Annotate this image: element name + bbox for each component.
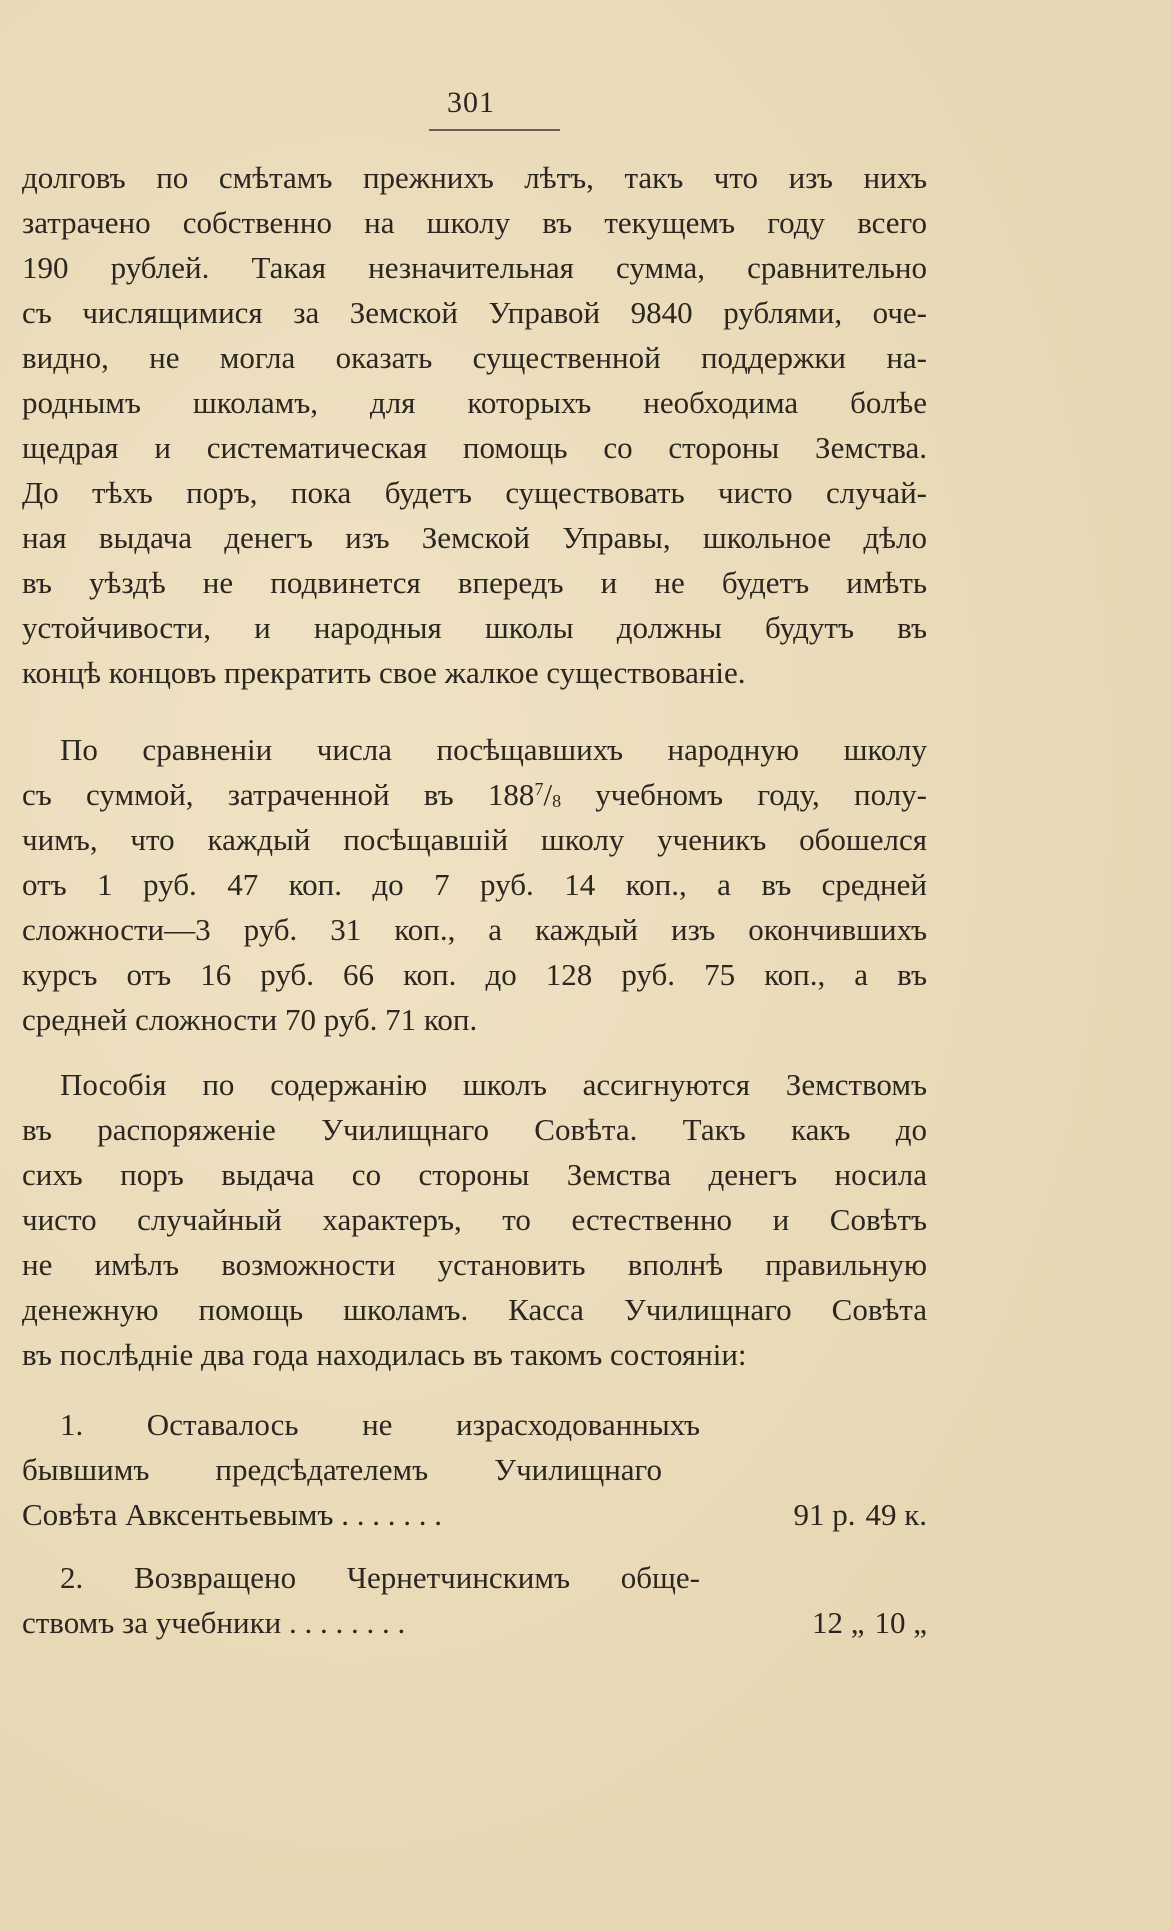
- ledger-amount: [662, 1492, 927, 1537]
- cash-ledger-list: [22, 1402, 927, 1645]
- text-line: сихъ поръ выдача со стороны Земства денегъ носила: [22, 1157, 927, 1192]
- text-line: До тѣхъ поръ, пока будетъ существовать чисто случай-: [22, 475, 927, 510]
- ledger-item: [22, 1555, 927, 1645]
- text-line: 190 рублей. Такая незначительная сумма, сравнительно: [22, 250, 927, 285]
- paragraph-1: [22, 155, 927, 695]
- ledger-item-text: бывшимъ предсѣдателемъ Училищнаго: [22, 1452, 662, 1487]
- text-line: въ уѣздѣ не подвинется впередъ и не будетъ имѣть: [22, 565, 927, 600]
- text-line: устойчивости, и народныя школы должны будутъ въ: [22, 610, 927, 645]
- amount-rubles: 12 „: [811, 1605, 865, 1640]
- page-number: 301: [447, 86, 495, 119]
- text-line: Пособія по содержанію школъ ассигнуются Земствомъ: [60, 1067, 927, 1102]
- text-line: сложности—3 руб. 31 коп., а каждый изъ окончившихъ: [22, 912, 927, 947]
- text-line: въ послѣдніе два года находилась въ такомъ состояніи:: [22, 1337, 747, 1372]
- book-page: [22, 0, 927, 1931]
- text-line: долговъ по смѣтамъ прежнихъ лѣтъ, такъ что изъ нихъ: [22, 160, 927, 195]
- text-line: ная выдача денегъ изъ Земской Управы, школьное дѣло: [22, 520, 927, 555]
- fraction-numerator: 7: [534, 779, 544, 799]
- ledger-item-text: ствомъ за учебники . . . . . . . .: [22, 1605, 406, 1640]
- ledger-item-text: Совѣта Авксентьевымъ . . . . . . .: [22, 1497, 442, 1532]
- amount-kopeks: 49 к.: [865, 1497, 927, 1532]
- text-line: не имѣлъ возможности установить вполнѣ правильную: [22, 1247, 927, 1282]
- text-line: въ распоряженіе Училищнаго Совѣта. Такъ какъ до: [22, 1112, 927, 1147]
- text-line: роднымъ школамъ, для которыхъ необходима болѣе: [22, 385, 927, 420]
- text-line: чисто случайный характеръ, то естественно и Совѣтъ: [22, 1202, 927, 1237]
- ledger-item: [22, 1402, 927, 1537]
- header-rule: [429, 129, 560, 131]
- text-line: отъ 1 руб. 47 коп. до 7 руб. 14 коп., а въ средней: [22, 867, 927, 902]
- text-line: средней сложности 70 руб. 71 коп.: [22, 1002, 478, 1037]
- text-line-with-fraction: съ суммой, затраченной въ $188^7/_8$ учебномъ году, полу-: [22, 777, 927, 812]
- text-line: курсъ отъ 16 руб. 66 коп. до 128 руб. 75 коп., а въ: [22, 957, 927, 992]
- paragraph-2: [22, 727, 927, 1042]
- text-line: концѣ концовъ прекратить свое жалкое существованіе.: [22, 655, 746, 690]
- fraction-denominator: 8: [552, 791, 562, 811]
- text-fragment: учебномъ году, полу-: [561, 777, 927, 812]
- text-fragment: съ суммой, затраченной въ 188: [22, 777, 535, 812]
- text-line: видно, не могла оказать существенной поддержки на-: [22, 340, 927, 375]
- text-line: По сравненіи числа посѣщавшихъ народную школу: [60, 732, 927, 767]
- paragraph-3: [22, 1062, 927, 1377]
- amount-rubles: 91 р.: [793, 1497, 856, 1532]
- ledger-amount: [662, 1600, 927, 1645]
- text-line: съ числящимися за Земской Управой 9840 рублями, оче-: [22, 295, 927, 330]
- text-line: щедрая и систематическая помощь со стороны Земства.: [22, 430, 927, 465]
- text-line: денежную помощь школамъ. Касса Училищнаго Совѣта: [22, 1292, 927, 1327]
- amount-kopeks: 10 „: [874, 1605, 927, 1640]
- ledger-item-text: 2. Возвращено Чернетчинскимъ обще-: [60, 1560, 700, 1595]
- text-line: чимъ, что каждый посѣщавшій школу ученикъ обошелся: [22, 822, 927, 857]
- text-line: затрачено собственно на школу въ текущемъ году всего: [22, 205, 927, 240]
- ledger-item-text: 1. Оставалось не израсходованныхъ: [60, 1407, 700, 1442]
